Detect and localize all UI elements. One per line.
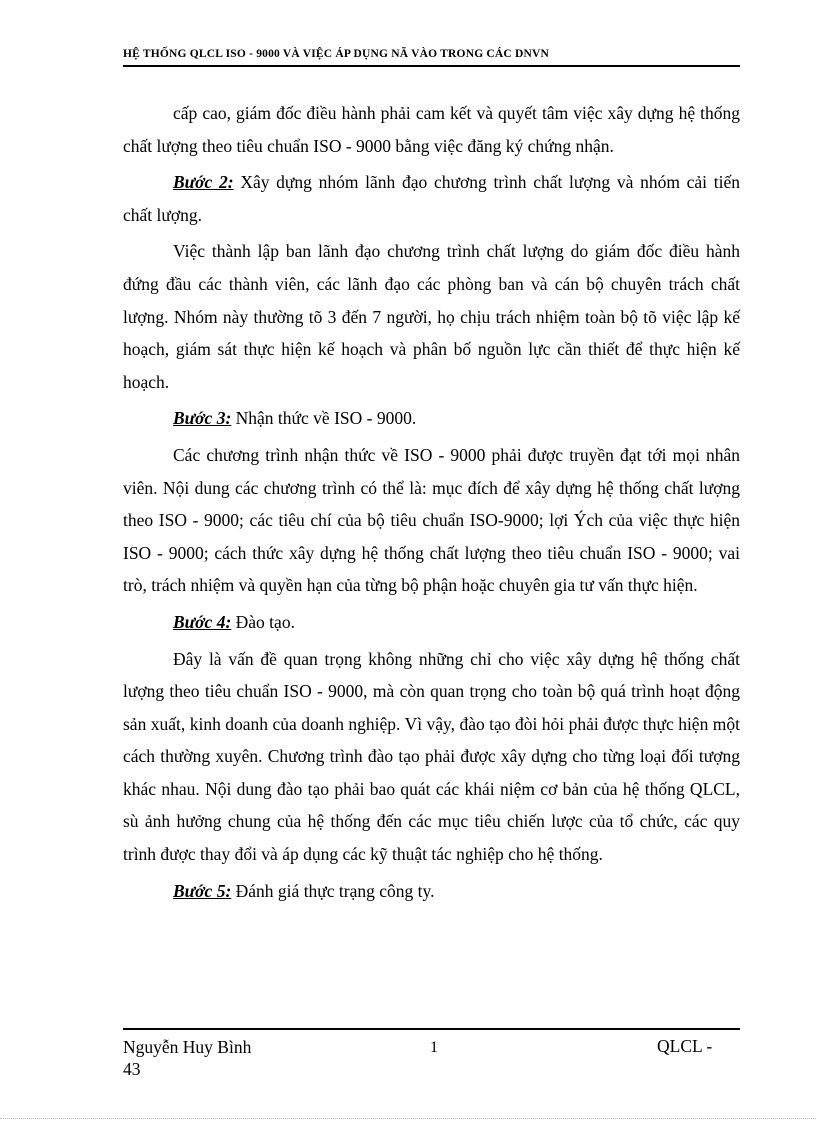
footer-right-label: QLCL -	[657, 1036, 713, 1056]
footer-author	[123, 1036, 251, 1080]
step-2	[123, 166, 740, 231]
paragraph-leadership: Việc thành lập ban lãnh đạo chương trình chất lượng do giám đốc điều hành đứng đầu các thành viên, các lãnh đạo các phòng ban và cán bộ chuyên trách chất lượng. Nhóm này thường tõ 3 đến 7 người, họ chịu trách nhiệm toàn bộ tõ việc lập kế hoạch, giám sát thực hiện kế hoạch và phân bố nguồn lực cần thiết để thực hiện kế hoạch.	[123, 241, 740, 392]
header-rule	[123, 65, 740, 67]
footer-author-class: 43	[123, 1059, 141, 1079]
page-bottom-border	[0, 1118, 816, 1119]
step-5-title: Bước 5:	[173, 880, 232, 901]
step-2-text: Xây dựng nhóm lãnh đạo chương trình chất lượng và nhóm cải tiến chất lượng.	[123, 172, 740, 225]
page-number: 1	[430, 1039, 438, 1056]
paragraph-awareness: Các chương trình nhận thức về ISO - 9000 phải được truyền đạt tới mọi nhân viên. Nội dung các chương trình có thể là: mục đích để xây dựng hệ thống chất lượng theo ISO - 9000; các tiêu chí của bộ tiêu chuẩn ISO-9000; lợi Ých của việc thực hiện ISO - 9000; cách thức xây dựng hệ thống chất lượng theo tiêu chuẩn ISO - 9000; vai trò, trách nhiệm và quyền hạn của từng bộ phận hoặc chuyên gia tư vấn thực hiện.	[123, 444, 740, 596]
step-4-text: Đào tạo.	[231, 611, 295, 632]
running-header: HỆ THỐNG QLCL ISO - 9000 VÀ VIỆC ÁP DỤNG NÃ VÀO TRONG CÁC DNVN	[123, 48, 550, 60]
step-4	[123, 606, 740, 639]
paragraph-training: Đây là vấn đề quan trọng không những chỉ cho việc xây dựng hệ thống chất lượng theo tiêu chuẩn ISO - 9000, mà còn quan trọng cho toàn bộ quá trình hoạt động sản xuất, kinh doanh của doanh nghiệp. Vì vậy, đào tạo đòi hỏi phải được thực hiện một cách thường xuyên. Chương trình đào tạo phải được xây dựng cho từng loại đối tượng khác nhau. Nội dung đào tạo phải bao quát các khái niệm cơ bản của hệ thống QLCL, sù ảnh hưởng chung của hệ thống đến các mục tiêu chiến lược của tổ chức, các quy trình được thay đổi và áp dụng các kỹ thuật tác nghiệp cho hệ thống.	[123, 648, 740, 865]
step-5-text: Đánh giá thực trạng công ty.	[231, 880, 435, 901]
footer-rule	[123, 1028, 740, 1030]
step-3	[123, 402, 740, 435]
document-body	[123, 97, 740, 911]
step-5	[123, 875, 740, 908]
step-4-title: Bước 4:	[173, 611, 232, 632]
footer-author-name: Nguyễn Huy Bình	[123, 1037, 252, 1057]
paragraph-intro: cấp cao, giám đốc điều hành phải cam kết và quyết tâm việc xây dựng hệ thống chất lượng theo tiêu chuẩn ISO - 9000 bằng việc đăng ký chứng nhận.	[123, 103, 740, 156]
step-2-title: Bước 2:	[173, 172, 234, 193]
step-3-title: Bước 3:	[173, 408, 232, 429]
step-3-text: Nhận thức về ISO - 9000.	[231, 408, 417, 429]
